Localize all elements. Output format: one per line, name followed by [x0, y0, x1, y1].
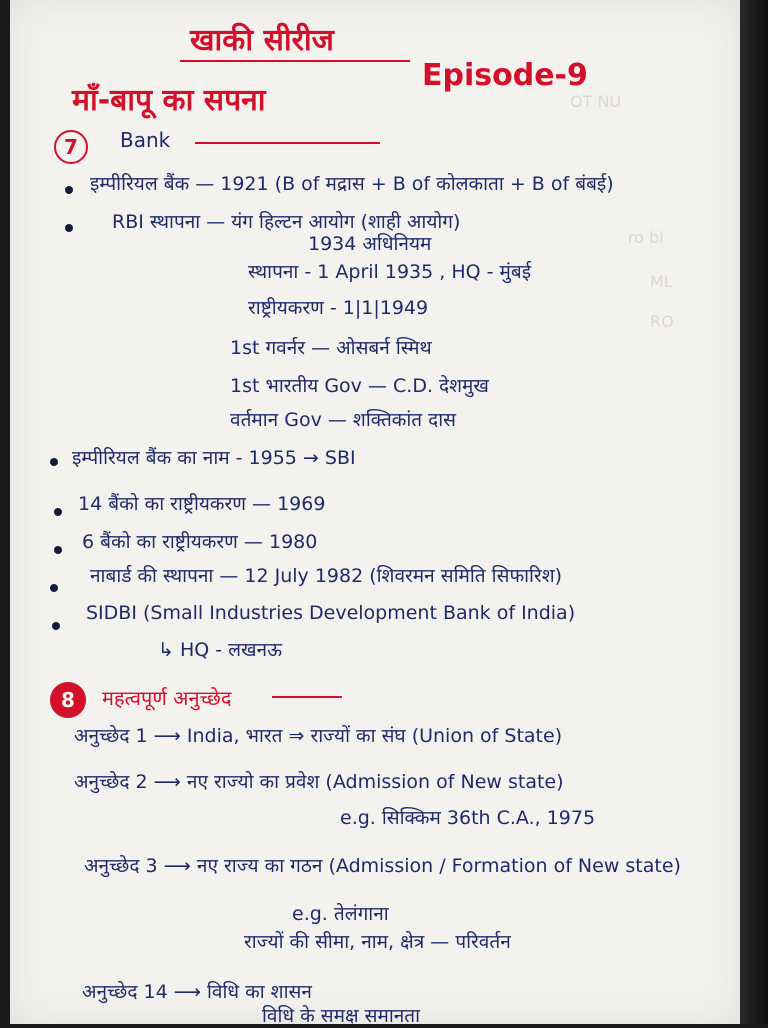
note-line: अनुच्छेद 2 ⟶ नए राज्यो का प्रवेश (Admission of New state)	[74, 771, 564, 793]
bullet-dot	[52, 622, 60, 630]
bullet-dot	[50, 458, 58, 466]
notebook-page	[10, 0, 740, 1027]
section8-title-underline	[272, 696, 342, 698]
section8-number-circle: 8	[50, 682, 86, 718]
bullet-dot	[54, 508, 62, 516]
title-underline	[180, 60, 410, 62]
bullet-dot	[50, 584, 58, 592]
note-line: विधि के समक्ष समानता	[262, 1005, 421, 1027]
note-line: अनुच्छेद 14 ⟶ विधि का शासन	[82, 981, 312, 1003]
note-line: स्थापना - 1 April 1935 , HQ - मुंबई	[248, 261, 532, 283]
section7-title: Bank	[120, 128, 171, 152]
note-line: 6 बैंको का राष्ट्रीयकरण — 1980	[82, 531, 318, 553]
note-line: RBI स्थापना — यंग हिल्टन आयोग (शाही आयोग)	[112, 211, 461, 233]
note-line: 1st भारतीय Gov — C.D. देशमुख	[230, 375, 489, 397]
note-line: e.g. सिक्किम 36th C.A., 1975	[340, 807, 596, 829]
note-line: वर्तमान Gov — शक्तिकांत दास	[230, 409, 457, 431]
note-line: इम्पीरियल बैंक — 1921 (B of मद्रास + B of कोलकाता + B of बंबई)	[90, 173, 614, 195]
note-line: नाबार्ड की स्थापना — 12 July 1982 (शिवरमन समिति सिफारिश)	[90, 565, 563, 587]
note-line: राज्यों की सीमा, नाम, क्षेत्र — परिवर्तन	[244, 931, 511, 953]
note-line: e.g. तेलंगाना	[292, 903, 389, 925]
subtitle: माँ-बापू का सपना	[72, 83, 266, 118]
page-edge-shadow	[740, 0, 768, 1024]
note-line: 1st गवर्नर — ओसबर्न स्मिथ	[230, 337, 432, 359]
note-line: अनुच्छेद 1 ⟶ India, भारत ⇒ राज्यों का संघ (Union of State)	[74, 725, 563, 747]
note-line: SIDBI (Small Industries Development Bank of India)	[86, 602, 576, 624]
note-line: 1934 अधिनियम	[308, 233, 432, 255]
bullet-dot	[65, 224, 73, 232]
series-title: खाकी सीरीज	[190, 23, 334, 58]
note-line: इम्पीरियल बैंक का नाम - 1955 → SBI	[72, 447, 356, 469]
note-line: 14 बैंको का राष्ट्रीयकरण — 1969	[78, 493, 326, 515]
bleed-through-text: OT NU	[570, 92, 622, 111]
note-line: राष्ट्रीयकरण - 1|1|1949	[248, 297, 429, 319]
note-line: ↳ HQ - लखनऊ	[158, 639, 283, 661]
bullet-dot	[65, 186, 73, 194]
bleed-through-text: ML	[650, 272, 673, 291]
bleed-through-text: RO	[650, 312, 674, 331]
section8-title: महत्वपूर्ण अनुच्छेद	[102, 686, 232, 710]
section7-title-underline	[195, 142, 380, 144]
section7-number-circle: 7	[54, 130, 88, 164]
bleed-through-text: ro bl	[628, 228, 664, 247]
note-line: अनुच्छेद 3 ⟶ नए राज्य का गठन (Admission / Formation of New state)	[84, 855, 681, 877]
episode-label: Episode-9	[422, 58, 588, 93]
bullet-dot	[54, 546, 62, 554]
